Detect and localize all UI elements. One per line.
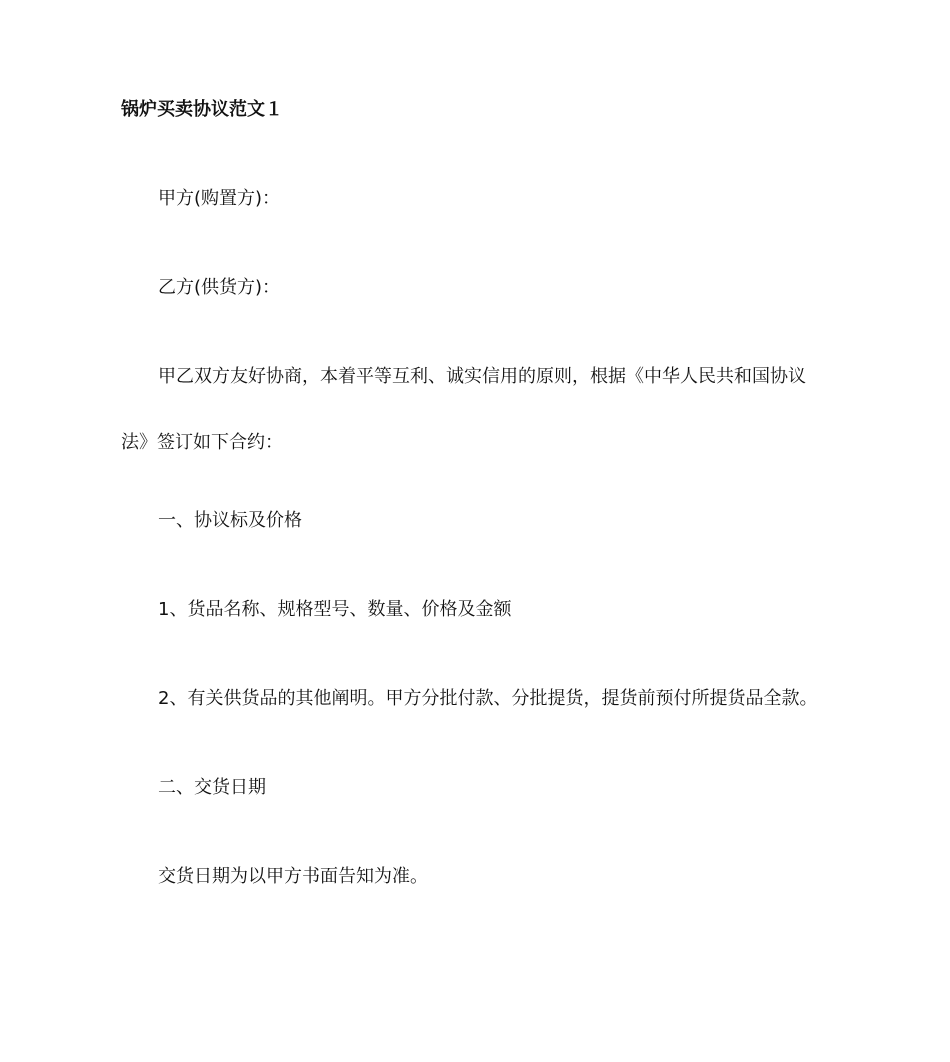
paragraph-preamble	[121, 366, 841, 454]
paragraph-preamble-line-2: 法》签订如下合约：	[121, 432, 283, 453]
paragraph-preamble-line-1: 甲乙双方友好协商，本着平等互利、诚实信用的原则，根据《中华人民共和国协议	[158, 366, 806, 387]
clause-1: 1、货品名称、规格型号、数量、价格及金额	[158, 599, 512, 620]
paragraph-party-b: 乙方(供货方)：	[158, 277, 281, 298]
clause-2: 2、有关供货品的其他阐明。甲方分批付款、分批提货，提货前预付所提货品全款。	[158, 688, 818, 709]
document-title: 锅炉买卖协议范文１	[121, 99, 283, 120]
paragraph-party-a: 甲方(购置方)：	[158, 188, 281, 209]
section-heading-1: 一、协议标及价格	[158, 510, 302, 531]
section-heading-2: 二、交货日期	[158, 777, 266, 798]
delivery-clause: 交货日期为以甲方书面告知为准。	[158, 866, 428, 887]
